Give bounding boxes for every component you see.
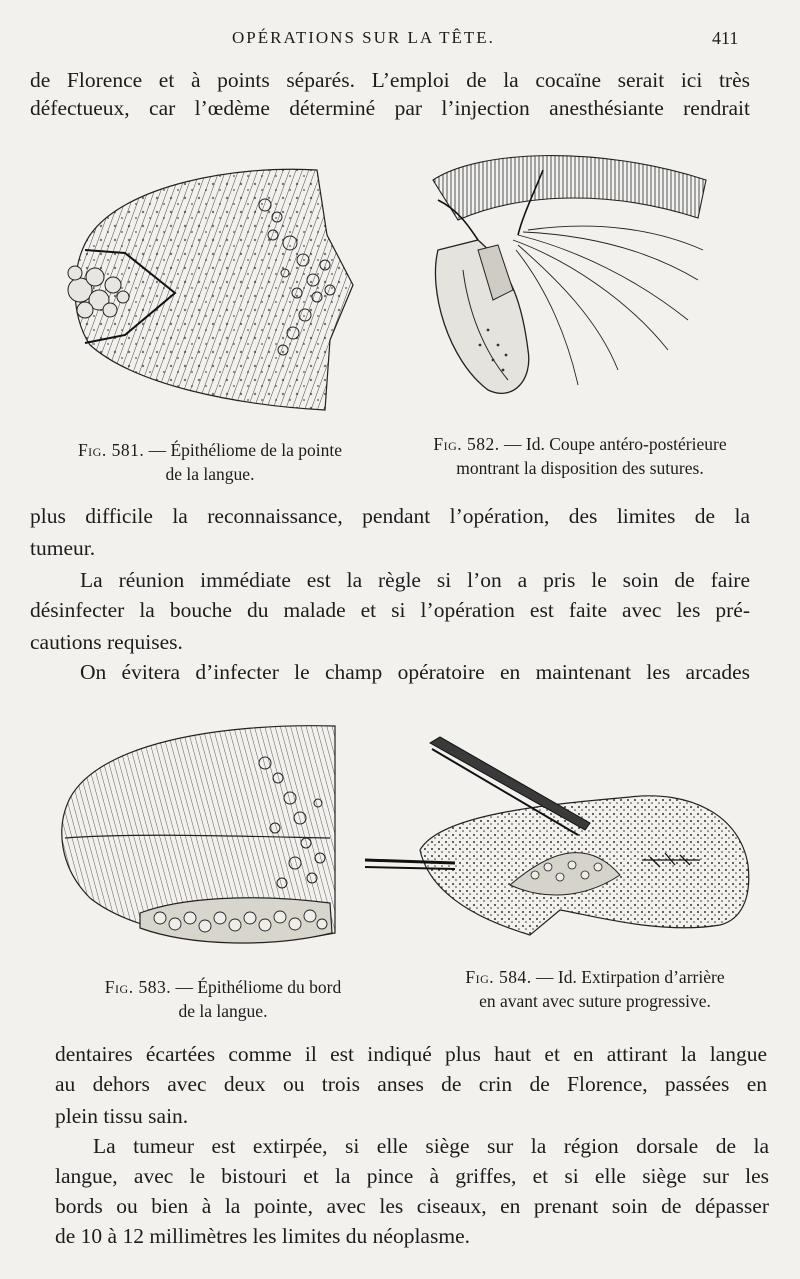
text-line: tumeur. — [30, 536, 96, 560]
figure-583-caption — [68, 975, 378, 1023]
text-line: au dehors avec deux ou trois anses de crin de Florence, passées en — [55, 1072, 767, 1096]
figure-584-label: Fig. 584. — [465, 967, 532, 987]
text-line: bords ou bien à la pointe, avec les ciseaux, en prenant soin de dépasser — [55, 1194, 769, 1218]
figure-581-caption — [45, 438, 375, 486]
figure-581-caption-line2: de la langue. — [165, 464, 255, 484]
figure-581-caption-line1: — Épithéliome de la pointe — [144, 440, 343, 460]
figure-582-caption-line2: montrant la disposition des sutures. — [456, 458, 704, 478]
text-line: défectueux, car l’œdème déterminé par l’injection anesthésiante rendrait — [30, 96, 750, 120]
figure-584-caption-line2: en avant avec suture progressive. — [479, 991, 711, 1011]
text-line: langue, avec le bistouri et la pince à griffes, et si elle siège sur les — [55, 1164, 769, 1188]
running-head — [0, 28, 800, 52]
figure-582-illustration — [418, 140, 723, 405]
text-line: désinfecter la bouche du malade et si l’opération est faite avec les pré- — [30, 598, 750, 622]
figure-582-caption-line1: — Id. Coupe antéro-postérieure — [499, 434, 727, 454]
text-line: dentaires écartées comme il est indiqué plus haut et en attirant la langue — [55, 1042, 767, 1066]
text-line: cautions requises. — [30, 630, 183, 654]
figure-583-label: Fig. 583. — [104, 977, 172, 997]
text-line: de 10 à 12 millimètres les limites du néoplasme. — [55, 1224, 470, 1248]
text-line: La tumeur est extirpée, si elle siège sur la région dorsale de la — [93, 1134, 769, 1158]
text-line: La réunion immédiate est la règle si l’on a pris le soin de faire — [80, 568, 750, 592]
figure-583-caption-line2: de la langue. — [178, 1001, 268, 1021]
text-line: plus difficile la reconnaissance, pendant l’opération, des limites de la — [30, 504, 750, 528]
page-number: 411 — [712, 28, 739, 48]
figure-584-illustration — [360, 735, 755, 945]
figure-582-caption — [405, 432, 755, 480]
text-line: de Florence et à points séparés. L’emploi de la cocaïne serait ici très — [30, 68, 750, 92]
running-title: OPÉRATIONS SUR LA TÊTE. — [232, 28, 495, 47]
figure-582-label: Fig. 582. — [433, 434, 500, 454]
figure-581-illustration — [55, 165, 365, 415]
text-line: On évitera d’infecter le champ opératoire en maintenant les arcades — [80, 660, 750, 684]
figure-583-illustration — [50, 718, 345, 953]
figure-581-label: Fig. 581. — [77, 440, 145, 460]
figure-584-caption-line1: — Id. Extirpation d’arrière — [531, 967, 725, 987]
figure-584-caption — [425, 965, 765, 1013]
figure-583-caption-line1: — Épithéliome du bord — [171, 977, 342, 997]
text-line: plein tissu sain. — [55, 1104, 189, 1128]
